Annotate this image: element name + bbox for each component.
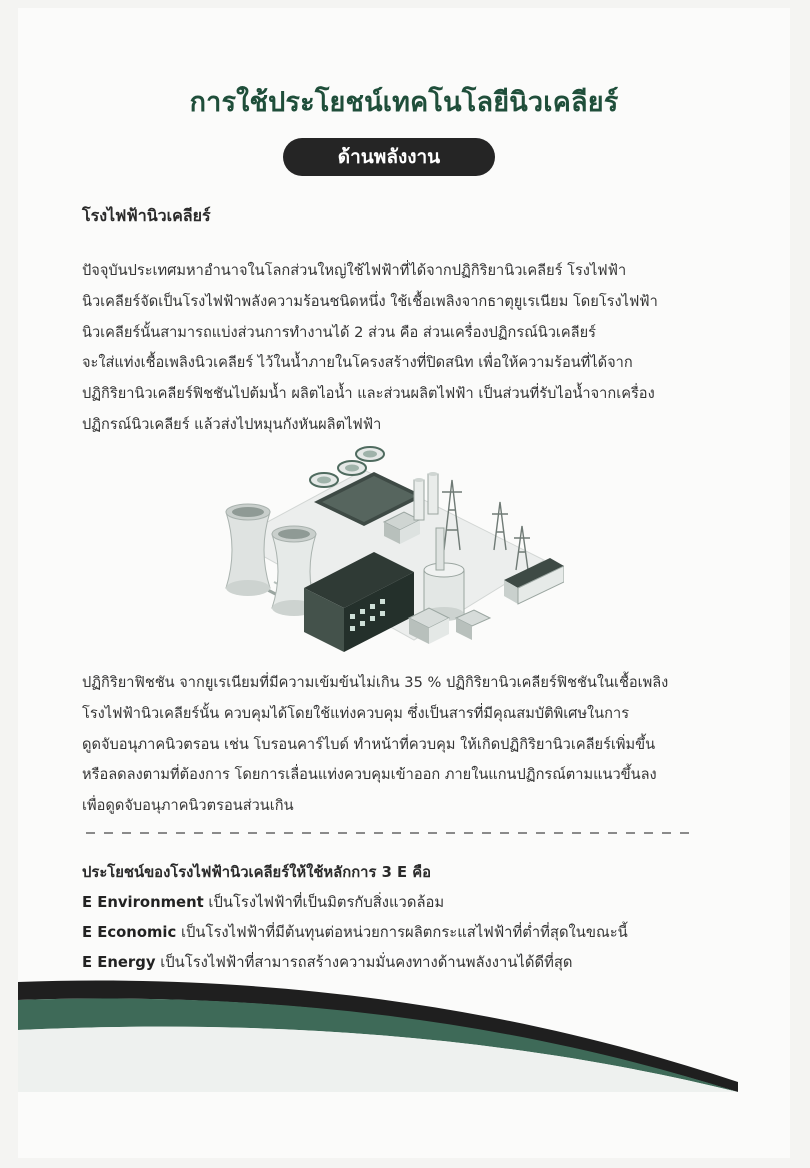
text-line: หรือลดลงตามที่ต้องการ โดยการเลื่อนแท่งควบคุมเข้าออก ภายในแกนปฏิกรณ์ตามแนวขึ้นลง (82, 766, 657, 784)
benefit-key: E Environment (82, 894, 204, 911)
decorative-swoosh (18, 968, 790, 1158)
text-line: นิวเคลียร์จัดเป็นโรงไฟฟ้าพลังความร้อนชนิดหนึ่ง ใช้เชื้อเพลิงจากธาตุยูเรเนียม โดยโรงไฟฟ้า (82, 292, 658, 310)
benefits-box (82, 858, 742, 978)
dashed-divider (86, 832, 696, 834)
benefit-row-economic (82, 918, 742, 948)
text-line: จะใส่แท่งเชื้อเพลิงนิวเคลียร์ ไว้ในน้ำภายในโครงสร้างที่ปิดสนิท เพื่อให้ความร้อนที่ได้จาก (82, 354, 633, 372)
text-line: ดูดจับอนุภาคนิวตรอน เช่น โบรอนคาร์ไบด์ ทำหน้าที่ควบคุม ให้เกิดปฏิกิริยานิวเคลียร์เพิ่มขึ้น (82, 735, 656, 753)
text-line: ปัจจุบันประเทศมหาอำนาจในโลกส่วนใหญ่ใช้ไฟฟ้าที่ได้จากปฏิกิริยานิวเคลียร์ โรงไฟฟ้า (82, 262, 627, 279)
page-title: การใช้ประโยชน์เทคโนโลยีนิวเคลียร์ (189, 87, 619, 118)
benefit-text: เป็นโรงไฟฟ้าที่เป็นมิตรกับสิ่งแวดล้อม (203, 894, 445, 911)
text-line: ปฏิกิริยาฟิชชัน จากยูเรเนียมที่มีความเข้มข้นไม่เกิน 35 % ปฏิกิริยานิวเคลียร์ฟิชชันในเชื้อเพลิง (82, 674, 669, 691)
paragraph-intro (82, 256, 732, 441)
nuclear-power-plant-illustration (204, 440, 564, 656)
benefit-row-environment (82, 888, 742, 918)
category-pill: ด้านพลังงาน (283, 138, 495, 176)
benefit-key: E Energy (82, 954, 156, 971)
text-line: ปฏิกิริยานิวเคลียร์ฟิชชันไปต้มน้ำ ผลิตไอน้ำ และส่วนผลิตไฟฟ้า เป็นส่วนที่รับไอน้ำจากเครื่อง (82, 385, 655, 403)
section-heading: โรงไฟฟ้านิวเคลียร์ (82, 206, 211, 225)
paragraph-fission (82, 668, 732, 822)
benefit-key: E Economic (82, 924, 177, 941)
text-line: เพื่อดูดจับอนุภาคนิวตรอนส่วนเกิน (82, 797, 294, 815)
text-line: ปฏิกรณ์นิวเคลียร์ แล้วส่งไปหมุนกังหันผลิตไฟฟ้า (82, 415, 382, 433)
benefit-text: เป็นโรงไฟฟ้าที่มีต้นทุนต่อหน่วยการผลิตกระแสไฟฟ้าที่ต่ำที่สุดในขณะนี้ (176, 924, 628, 941)
text-line: นิวเคลียร์นั้นสามารถแบ่งส่วนการทำงานได้ 2 ส่วน คือ ส่วนเครื่องปฏิกรณ์นิวเคลียร์ (82, 323, 597, 341)
text-line: โรงไฟฟ้านิวเคลียร์นั้น ควบคุมได้โดยใช้แท่งควบคุม ซึ่งเป็นสารที่มีคุณสมบัติพิเศษในการ (82, 704, 630, 722)
benefits-heading: ประโยชน์ของโรงไฟฟ้านิวเคลียร์ให้ใช้หลักการ 3 E คือ (82, 864, 432, 881)
benefit-text: เป็นโรงไฟฟ้าที่สามารถสร้างความมั่นคงทางด้านพลังงานได้ดีที่สุด (155, 954, 573, 971)
book-page (18, 8, 790, 1158)
